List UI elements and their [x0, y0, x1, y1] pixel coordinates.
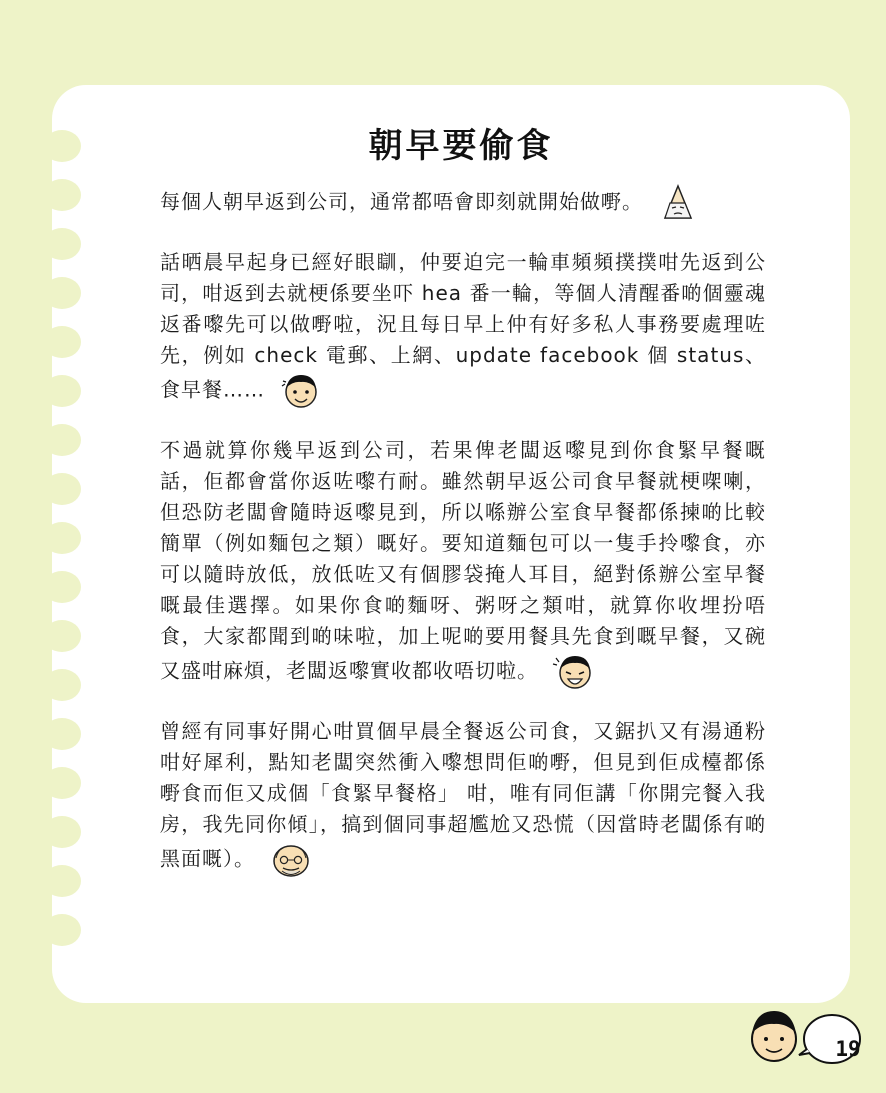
- paragraph-text: 每個人朝早返到公司，通常都唔會即刻就開始做嘢。: [160, 189, 643, 214]
- binder-hole: [43, 865, 81, 897]
- binder-hole: [43, 620, 81, 652]
- binder-hole: [43, 767, 81, 799]
- paragraph-reason: [160, 247, 766, 411]
- binder-hole: [43, 424, 81, 456]
- paragraph-text: 不過就算你幾早返到公司，若果俾老闆返嚟見到你食緊早餐嘅話，佢都會當你返咗嚟冇耐。雖然朝早返公司食早餐就梗㗎喇，但恐防老闆會隨時返嚟見到，所以喺辦公室食早餐都係揀啲比較簡單（例如麵包之類）嘅好。要知道麵包可以一隻手拎嚟食，亦可以隨時放低，放低咗又有個膠袋掩人耳目，絕對係辦公室早餐嘅最佳選擇。如果你食啲麵呀、粥呀之類咁，就算你收埋扮唔食，大家都聞到啲味啦，加上呢啲要用餐具先食到嘅早餐，又碗又盛咁麻煩，老闆返嚟實收都收唔切啦。: [160, 438, 766, 683]
- binder-hole: [43, 375, 81, 407]
- binder-hole: [43, 816, 81, 848]
- paragraph-advice: [160, 435, 766, 692]
- paragraph-story: [160, 716, 766, 880]
- binder-holes: [52, 130, 92, 970]
- binder-hole: [43, 277, 81, 309]
- binder-hole: [43, 571, 81, 603]
- bald-man-face-icon: [268, 840, 314, 880]
- mascot-face-icon: [752, 1011, 796, 1061]
- smiling-boy-face-icon: [278, 371, 324, 411]
- page-number: 19: [835, 1037, 861, 1061]
- binder-hole: [43, 179, 81, 211]
- binder-hole: [43, 718, 81, 750]
- binder-hole: [43, 522, 81, 554]
- paragraph-text: 話晒晨早起身已經好眼瞓，仲要迫完一輪車頻頻撲撲咁先返到公司，咁返到去就梗係要坐吓 hea 番一輪，等個人清醒番啲個靈魂返番嚟先可以做嘢啦，況且每日早上仲有好多私人事務要處理咗先，例如 check 電郵、上網、update facebook 個 status、食早餐……: [160, 250, 766, 402]
- binder-hole: [43, 473, 81, 505]
- paragraph-text: 曾經有同事好開心咁買個早晨全餐返公司食，又鋸扒又有湯通粉咁好犀利，點知老闆突然衝入嚟想問佢啲嘢，但見到佢成檯都係嘢食而佢又成個「食緊早餐格」 咁，唯有同佢講「你開完餐入我房，我先同你傾」，搞到個同事超尷尬又恐慌（因當時老闆係有啲黑面嘅）。: [160, 719, 766, 871]
- paragraph-intro: [160, 183, 766, 223]
- binder-hole: [43, 669, 81, 701]
- cone-hat-face-icon: [656, 183, 702, 223]
- page-title: 朝早要偷食: [368, 126, 554, 166]
- binder-hole: [43, 914, 81, 946]
- binder-hole: [43, 228, 81, 260]
- laughing-boy-face-icon: [551, 652, 597, 692]
- article-body: [160, 183, 766, 904]
- page-number-badge: [744, 995, 864, 1073]
- binder-hole: [43, 326, 81, 358]
